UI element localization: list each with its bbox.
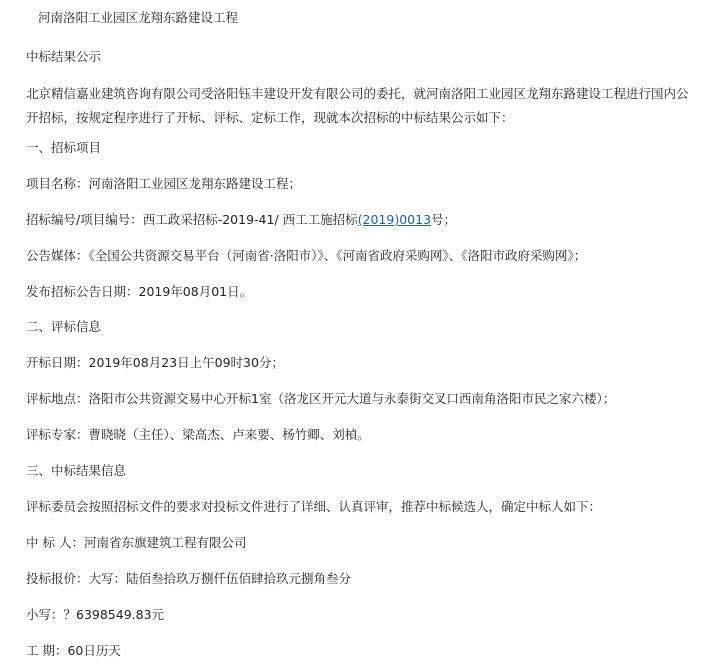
committee-statement: 评标委员会按照招标文件的要求对投标文件进行了详细、认真评审，推荐中标候选人，确定中标人如下： [26,499,602,514]
winning-bidder: 中 标 人：河南省东旗建筑工程有限公司 [26,535,247,550]
project-name: 项目名称：河南洛阳工业园区龙翔东路建设工程； [26,176,302,191]
evaluation-location: 评标地点：洛阳市公共资源交易中心开标1室（洛龙区开元大道与永泰街交叉口西南角洛阳市民之家六楼）； [26,391,616,406]
publish-date: 发布招标公告日期：2019年08月01日。 [26,284,253,299]
section-heading-3: 三、中标结果信息 [26,463,127,478]
bid-number-link[interactable]: (2019)0013 [357,212,432,227]
evaluation-experts: 评标专家：曹晓晓（主任）、梁高杰、卢来要、杨竹卿、刘楨。 [26,427,370,442]
bid-number-prefix: 招标编号/项目编号：西工政采招标-2019-41/ 西工工施招标 [26,212,358,227]
announcement-media: 公告媒体：《全国公共资源交易平台（河南省·洛阳市）》、《河南省政府采购网》、《洛阳市政府采购网》； [26,248,587,263]
bid-number-suffix: 号； [431,212,457,227]
open-date: 开标日期：2019年08月23日上午09时30分； [26,355,284,370]
bid-price-lower: 小写：？6398549.83元 [26,607,165,622]
bid-number [26,210,698,230]
section-heading-2: 二、评标信息 [26,319,102,334]
intro-paragraph: 北京精信嘉业建筑咨询有限公司受洛阳钰丰建设开发有限公司的委托，就河南洛阳工业园区龙翔东路建设工程进行国内公开招标，按规定程序进行了开标、评标、定标工作，现就本次招标的中标结果公示如下： [26,86,689,125]
doc-title: 河南洛阳工业园区龙翔东路建设工程 [38,10,239,25]
section-heading-1: 一、招标项目 [26,140,102,155]
doc-heading: 中标结果公示 [26,49,102,64]
bid-price-upper: 投标报价：大写：陆佰叁拾玖万捌仟伍佰肆拾玖元捌角叁分 [26,571,352,586]
construction-duration: 工 期：60日历天 [26,643,121,658]
